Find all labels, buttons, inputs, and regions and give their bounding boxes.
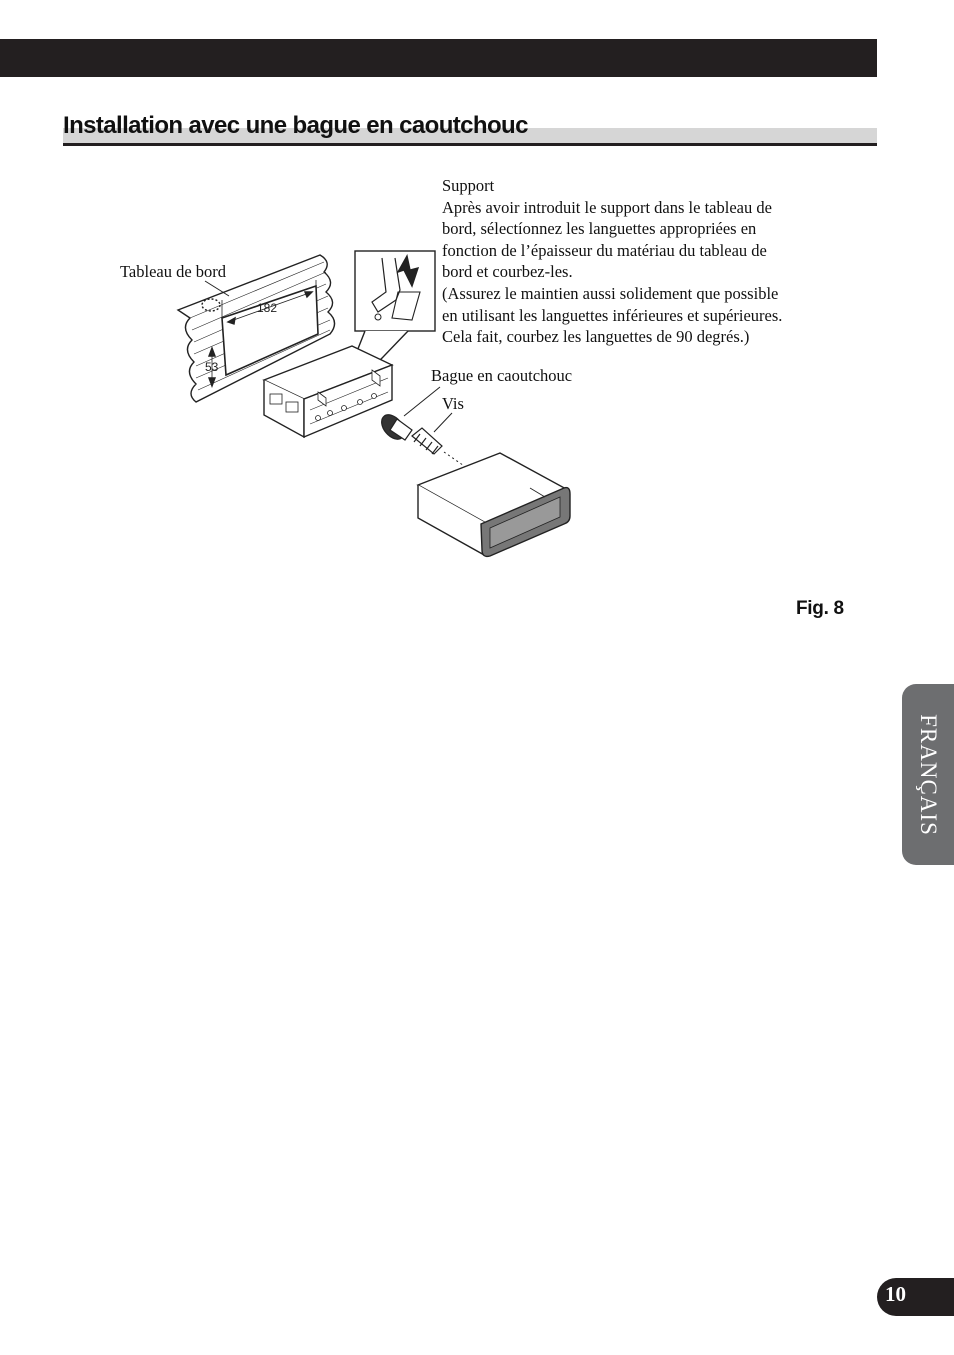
screw-label: Vis <box>442 394 464 413</box>
dashboard-label: Tableau de bord <box>120 262 227 281</box>
support-description <box>442 175 842 348</box>
support-line: en utilisant les languettes inférieures et supérieures. <box>442 305 783 325</box>
figure-caption: Fig. 8 <box>796 598 844 619</box>
language-tab <box>902 684 954 865</box>
page-number: 10 <box>885 1282 906 1306</box>
support-line: fonction de l’épaisseur du matériau du tableau de <box>442 240 767 260</box>
width-dimension: 182 <box>257 301 278 315</box>
rubber-bush-label: Bague en caoutchouc <box>431 366 573 385</box>
screw <box>412 428 442 454</box>
page-number-badge <box>877 1278 954 1316</box>
support-line: Cela fait, courbez les languettes de 90 degrés.) <box>442 327 750 347</box>
head-unit <box>418 453 570 556</box>
section-title: Installation avec une bague en caoutchouc <box>63 112 528 139</box>
language-label: FRANÇAIS <box>916 713 941 836</box>
height-dimension: 53 <box>205 360 219 374</box>
rubber-bush <box>377 410 412 443</box>
support-line: bord, sélectíonnez les languettes appropriées en <box>442 219 757 239</box>
support-line: Après avoir introduit le support dans le tableau de <box>442 197 772 217</box>
support-line: (Assurez le maintien aussi solidement que possible <box>442 283 779 303</box>
installation-figure <box>0 0 954 600</box>
mounting-sleeve <box>264 346 392 437</box>
support-line: bord et courbez-les. <box>442 262 573 282</box>
support-title: Support <box>442 176 495 195</box>
